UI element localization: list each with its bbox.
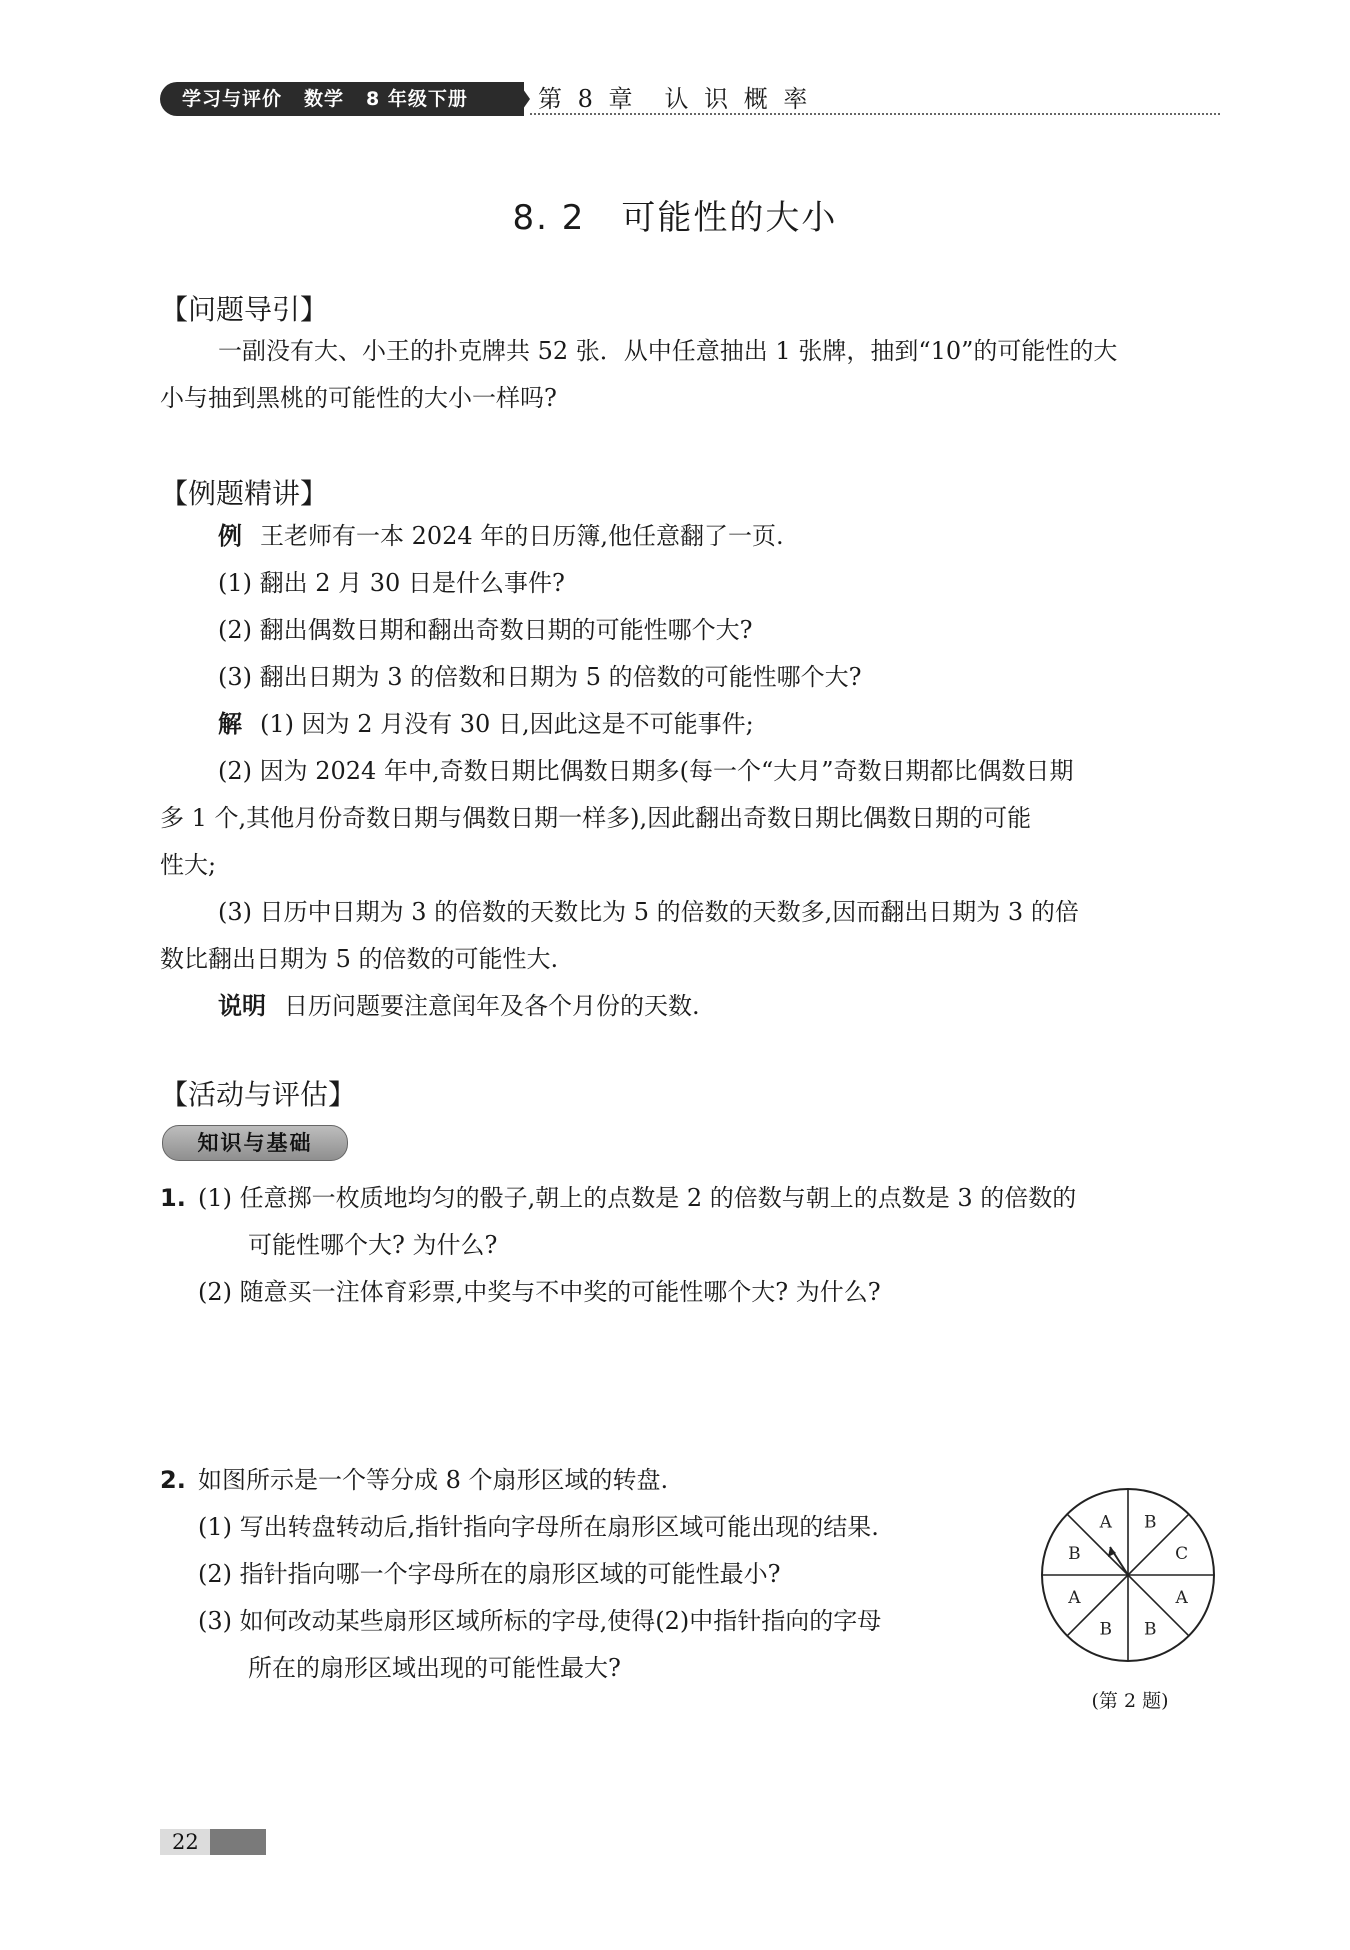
page-number: 22 — [172, 1830, 199, 1854]
header-grade: 8 年级下册 — [366, 88, 468, 110]
example-question-3: (3) 翻出日期为 3 的倍数和日期为 5 的倍数的可能性哪个大? — [218, 663, 862, 691]
solution-label: 解 — [218, 710, 242, 738]
q1-part1-line-1: (1) 任意掷一枚质地均匀的骰子,朝上的点数是 2 的倍数与朝上的点数是 3 的倍数的 — [198, 1184, 1077, 1212]
spinner-sector-label: B — [1143, 1512, 1157, 1533]
header-book-title — [160, 82, 524, 116]
spinner-sector-label: A — [1068, 1588, 1081, 1609]
knowledge-badge — [162, 1125, 348, 1161]
q2-number: 2. — [160, 1466, 186, 1494]
knowledge-badge-label: 知识与基础 — [197, 1131, 313, 1155]
problem-guide-line-1: 一副没有大、小王的扑克牌共 52 张．从中任意抽出 1 张牌，抽到“10”的可能性的大 — [218, 337, 1118, 365]
spinner-figure — [1038, 1485, 1218, 1665]
header-arrow — [518, 82, 530, 116]
solution-1: (1) 因为 2 月没有 30 日,因此这是不可能事件; — [260, 710, 754, 738]
example-statement: 王老师有一本 2024 年的日历簿,他任意翻了一页. — [260, 522, 784, 550]
solution-3-line-1: (3) 日历中日期为 3 的倍数的天数比为 5 的倍数的天数多,因而翻出日期为 3 的倍 — [218, 898, 1079, 926]
header-rule — [530, 113, 1220, 115]
q2-part3-line-1: (3) 如何改动某些扇形区域所标的字母,使得(2)中指针指向的字母 — [198, 1607, 882, 1635]
q2-part2: (2) 指针指向哪一个字母所在的扇形区域的可能性最小? — [198, 1560, 781, 1588]
note-label: 说明 — [218, 992, 266, 1020]
solution-3-line-2: 数比翻出日期为 5 的倍数的可能性大. — [160, 945, 559, 973]
solution-line-1 — [218, 701, 754, 748]
figure-caption: (第 2 题) — [1091, 1690, 1169, 1712]
spinner-sector-label: C — [1175, 1543, 1189, 1564]
spinner-sector-label: B — [1099, 1619, 1113, 1640]
note-line — [218, 983, 700, 1030]
header-book-series: 学习与评价 — [182, 88, 283, 110]
example-statement-line — [218, 513, 784, 560]
q1-part2: (2) 随意买一注体育彩票,中奖与不中奖的可能性哪个大? 为什么? — [198, 1278, 881, 1306]
activity-heading: 【活动与评估】 — [160, 1078, 357, 1111]
page-number-tab — [160, 1829, 266, 1855]
solution-2-line-1: (2) 因为 2024 年中,奇数日期比偶数日期多(每一个“大月”奇数日期都比偶数日期 — [218, 757, 1074, 785]
example-question-2: (2) 翻出偶数日期和翻出奇数日期的可能性哪个大? — [218, 616, 753, 644]
section-title: 8. 2 可能性的大小 — [512, 198, 838, 238]
example-heading: 【例题精讲】 — [160, 477, 329, 510]
solution-2-line-3: 性大; — [160, 851, 217, 879]
example-label: 例 — [218, 522, 242, 550]
q2-statement: 如图所示是一个等分成 8 个扇形区域的转盘. — [198, 1466, 669, 1494]
header-chapter: 第 8 章 认 识 概 率 — [538, 85, 812, 113]
problem-guide-heading: 【问题导引】 — [160, 293, 329, 326]
spinner-sector-label: A — [1175, 1588, 1188, 1609]
spinner-sector-label: A — [1099, 1512, 1112, 1533]
q2-part1: (1) 写出转盘转动后,指针指向字母所在扇形区域可能出现的结果. — [198, 1513, 879, 1541]
spinner-sector-label: B — [1068, 1543, 1081, 1564]
solution-2-line-2: 多 1 个,其他月份奇数日期与偶数日期一样多),因此翻出奇数日期比偶数日期的可能 — [160, 804, 1032, 832]
q2-part3-line-2: 所在的扇形区域出现的可能性最大? — [248, 1654, 621, 1682]
note-text: 日历问题要注意闰年及各个月份的天数. — [284, 992, 700, 1020]
header-subject: 数学 — [304, 88, 345, 110]
q1-part1-line-2: 可能性哪个大? 为什么? — [248, 1231, 498, 1259]
q1-number: 1. — [160, 1184, 186, 1212]
spinner-sector-label: B — [1143, 1619, 1157, 1640]
problem-guide-line-2: 小与抽到黑桃的可能性的大小一样吗? — [160, 384, 557, 412]
example-question-1: (1) 翻出 2 月 30 日是什么事件? — [218, 569, 565, 597]
